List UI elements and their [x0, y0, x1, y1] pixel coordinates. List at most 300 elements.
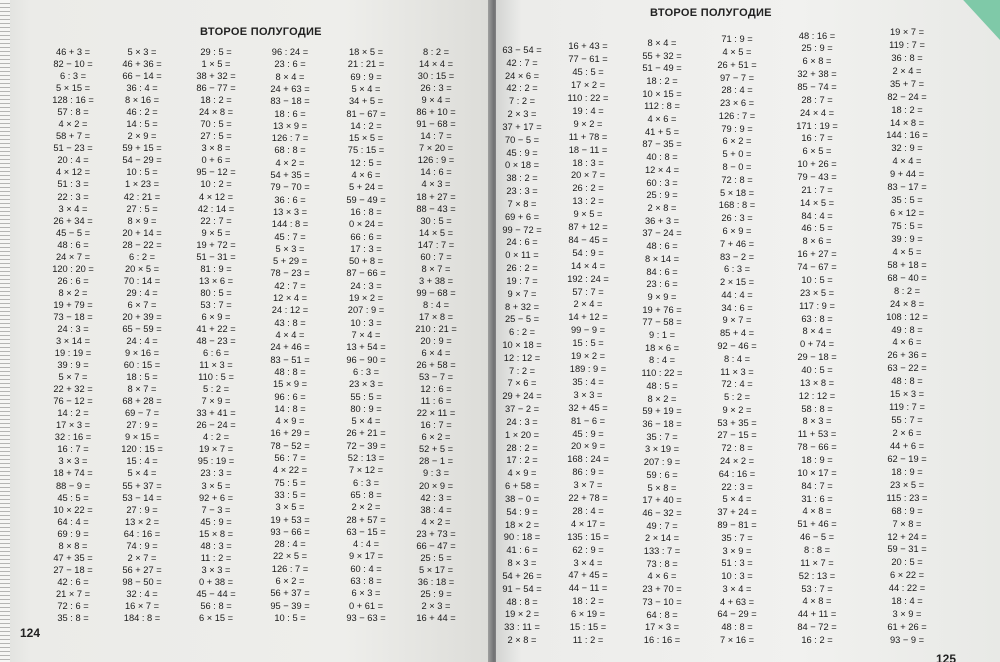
exercise: 22 + 78 =: [568, 493, 608, 504]
exercise: 83 − 2 =: [719, 251, 755, 262]
exercise: 72 : 8 =: [721, 443, 753, 454]
exercise: 60 : 3 =: [646, 177, 678, 188]
exercise: 42 : 3 =: [420, 492, 452, 503]
exercise: 69 − 7 =: [124, 408, 160, 419]
exercise: 2 × 2 =: [351, 502, 381, 513]
exercise: 54 : 9 =: [572, 247, 604, 258]
exercise: 31 : 6 =: [801, 493, 833, 504]
exercise: 99 − 72 =: [502, 224, 542, 235]
exercise: 14 × 5 =: [799, 197, 835, 208]
exercise: 14 : 5 =: [126, 119, 158, 130]
exercise: 48 : 16 =: [798, 30, 836, 41]
exercise: 53 : 7 =: [200, 299, 232, 310]
exercise: 28 − 22 =: [122, 239, 162, 250]
exercise: 4 × 6 =: [892, 337, 922, 348]
exercise: 28 : 2 =: [506, 442, 538, 453]
exercise: 3 × 19 =: [644, 444, 680, 455]
exercise: 0 × 18 =: [504, 160, 540, 171]
exercise: 35 + 7 =: [889, 78, 925, 89]
exercise: 26 + 51 =: [717, 59, 757, 70]
exercise: 6 : 2 =: [128, 251, 156, 262]
exercise: 19 + 72 =: [196, 239, 236, 250]
exercise: 5 × 7 =: [58, 372, 88, 383]
exercise: 25 : 9 =: [420, 588, 452, 599]
exercise: 73 : 8 =: [646, 558, 678, 569]
exercise: 11 + 53 =: [797, 429, 837, 440]
exercise: 4 × 6 =: [647, 114, 677, 125]
exercise: 8 × 4 =: [802, 326, 832, 337]
exercise: 58 + 7 =: [55, 131, 91, 142]
exercise: 28 : 7 =: [801, 94, 833, 105]
exercise: 18 : 2 =: [572, 596, 604, 607]
exercise: 47 + 35 =: [53, 552, 93, 563]
exercise: 5 × 4 =: [722, 494, 752, 505]
exercise: 84 − 45 =: [568, 234, 608, 245]
exercise: 15 : 5 =: [572, 338, 604, 349]
exercise: 53 − 7 =: [418, 372, 454, 383]
exercise: 3 × 4 =: [722, 583, 752, 594]
exercise: 6 × 9 =: [201, 311, 231, 322]
exercise: 32 + 38 =: [797, 69, 837, 80]
exercise: 20 × 5 =: [124, 263, 160, 274]
exercise: 87 − 66 =: [346, 268, 386, 279]
exercise: 42 : 7 =: [506, 57, 538, 68]
exercise: 44 : 22 =: [888, 583, 926, 594]
exercise: 1 × 23 =: [124, 179, 160, 190]
exercise: 45 − 5 =: [55, 227, 91, 238]
exercise: 4 × 12 =: [55, 167, 91, 178]
exercise: 72 : 6 =: [57, 600, 89, 611]
exercise: 23 × 5 =: [799, 287, 835, 298]
exercise: 96 − 90 =: [346, 354, 386, 365]
exercise: 64 : 16 =: [123, 528, 161, 539]
exercise: 10 × 22 =: [53, 504, 93, 515]
exercise: 8 : 4 =: [648, 355, 676, 366]
exercise: 99 − 9 =: [570, 325, 606, 336]
exercise: 42 : 7 =: [274, 280, 306, 291]
exercise: 18 : 2 =: [646, 75, 678, 86]
exercise: 38 − 0 =: [504, 493, 540, 504]
exercise: 8 : 4 =: [723, 353, 751, 364]
exercise: 22 : 3 =: [721, 481, 753, 492]
exercise: 24 : 3 =: [506, 416, 538, 427]
exercise: 23 × 3 =: [348, 379, 384, 390]
exercise: 82 − 24 =: [887, 91, 927, 102]
exercise: 26 : 2 =: [506, 263, 538, 274]
exercise: 92 + 6 =: [198, 492, 234, 503]
exercise: 6 × 2 =: [421, 432, 451, 443]
exercise: 70 − 5 =: [504, 134, 540, 145]
exercise: 6 × 12 =: [889, 208, 925, 219]
exercise: 20 : 4 =: [57, 155, 89, 166]
exercise: 2 × 8 =: [647, 202, 677, 213]
exercise: 6 × 2 =: [722, 136, 752, 147]
exercise: 6 × 5 =: [802, 146, 832, 157]
exercise: 83 − 17 =: [887, 182, 927, 193]
exercise: 7 : 2 =: [508, 96, 536, 107]
exercise: 135 : 15 =: [567, 531, 609, 542]
exercise: 81 : 9 =: [200, 263, 232, 274]
exercise: 55 + 32 =: [642, 50, 682, 61]
exercise: 9 × 15 =: [124, 432, 160, 443]
exercise: 4 × 6 =: [351, 170, 381, 181]
exercise: 16 + 44 =: [416, 613, 456, 623]
exercise: 6 : 2 =: [508, 327, 536, 338]
exercise: 86 + 10 =: [416, 107, 456, 118]
exercise: 62 − 19 =: [887, 453, 927, 464]
exercise: 9 × 2 =: [722, 404, 752, 415]
exercise: 35 : 7 =: [721, 532, 753, 543]
exercise: 56 : 7 =: [274, 453, 306, 464]
exercise: 16 : 2 =: [801, 635, 833, 645]
exercise: 12 × 4 =: [272, 293, 308, 304]
exercise: 52 : 13 =: [798, 570, 836, 581]
exercise: 12 : 6 =: [420, 384, 452, 395]
exercise: 15 × 3 =: [889, 389, 925, 400]
exercise: 10 : 2 =: [200, 179, 232, 190]
exercise: 32 : 4 =: [126, 588, 158, 599]
exercise: 0 + 74 =: [799, 339, 835, 350]
exercise: 48 : 8 =: [274, 366, 306, 377]
exercise: 34 : 6 =: [721, 302, 753, 313]
exercise: 95 : 19 =: [197, 456, 235, 467]
exercise: 56 + 37 =: [270, 588, 310, 599]
exercise: 19 : 19 =: [54, 348, 92, 359]
exercise: 9 × 16 =: [124, 348, 160, 359]
exercise: 46 − 5 =: [799, 532, 835, 543]
exercise: 10 : 3 =: [350, 317, 382, 328]
exercise: 63 − 15 =: [346, 526, 386, 537]
exercise: 63 − 54 =: [502, 45, 542, 55]
exercise: 7 − 3 =: [201, 504, 231, 515]
exercise: 30 : 15 =: [417, 71, 455, 82]
exercise: 60 : 4 =: [350, 563, 382, 574]
exercise: 18 : 6 =: [274, 108, 306, 119]
exercise: 38 : 2 =: [506, 173, 538, 184]
exercise: 18 − 11 =: [568, 144, 608, 155]
exercise: 59 + 15 =: [122, 143, 162, 154]
exercise: 37 + 24 =: [717, 507, 757, 518]
exercise: 44 : 4 =: [721, 289, 753, 300]
exercise: 3 × 4 =: [573, 557, 603, 568]
exercise: 8 × 6 =: [802, 236, 832, 247]
exercise: 27 − 18 =: [53, 564, 93, 575]
exercise: 18 : 3 =: [572, 157, 604, 168]
exercise: 12 × 4 =: [644, 164, 680, 175]
exercise: 40 : 5 =: [801, 364, 833, 375]
exercise: 55 : 7 =: [891, 415, 923, 426]
exercise: 58 : 8 =: [801, 403, 833, 414]
exercise: 45 : 5 =: [57, 492, 89, 503]
exercise: 33 : 11 =: [504, 622, 540, 633]
exercise: 13 × 6 =: [198, 275, 234, 286]
exercise: 5 × 15 =: [55, 83, 91, 94]
exercise: 36 : 6 =: [274, 194, 306, 205]
exercise: 19 × 2 =: [570, 351, 606, 362]
exercise: 19 : 7 =: [506, 275, 538, 286]
exercise: 4 × 5 =: [892, 246, 922, 257]
exercise: 18 × 6 =: [644, 342, 680, 353]
exercise: 32 : 9 =: [891, 143, 923, 154]
exercise: 25 : 9 =: [646, 190, 678, 201]
exercise: 6 : 3 =: [723, 264, 751, 275]
exercise: 20 × 9 =: [570, 441, 606, 452]
exercise: 8 × 9 =: [127, 215, 157, 226]
exercise: 74 : 9 =: [126, 540, 158, 551]
exercise: 24 × 7 =: [55, 251, 91, 262]
exercise: 15 : 4 =: [126, 456, 158, 467]
exercise: 189 : 9 =: [569, 364, 607, 374]
exercise: 24 × 8 =: [198, 107, 234, 118]
exercise: 45 : 9 =: [572, 428, 604, 439]
exercise: 16 + 29 =: [270, 428, 310, 439]
exercise: 3 × 7 =: [573, 480, 603, 491]
exercise: 8 × 8 =: [58, 540, 88, 551]
exercise: 47 + 45 =: [568, 570, 608, 581]
exercise: 18 : 9 =: [891, 466, 923, 477]
exercise: 6 × 9 =: [722, 225, 752, 236]
exercise: 16 : 7 =: [801, 133, 833, 144]
exercise: 3 × 3 =: [201, 564, 231, 575]
exercise: 72 − 39 =: [346, 440, 386, 451]
exercise: 91 − 68 =: [416, 119, 456, 130]
exercise: 23 × 5 =: [889, 479, 925, 490]
exercise: 18 × 5 =: [348, 47, 384, 57]
exercise: 115 : 23 =: [886, 492, 928, 503]
exercise: 126 : 7 =: [718, 110, 756, 121]
exercise: 81 − 67 =: [346, 108, 386, 119]
exercise: 24 × 2 =: [719, 456, 755, 467]
exercise: 50 + 8 =: [348, 256, 384, 267]
exercise: 95 − 39 =: [270, 600, 310, 611]
exercise: 9 × 7 =: [722, 315, 752, 326]
exercise: 5 × 4 =: [351, 83, 381, 94]
exercise: 93 − 66 =: [270, 526, 310, 537]
left-page-number: 124: [20, 626, 41, 640]
exercise: 16 : 7 =: [57, 444, 89, 455]
exercise: 29 : 4 =: [126, 287, 158, 298]
exercise: 15 × 5 =: [348, 133, 384, 144]
exercise: 24 : 4 =: [126, 336, 158, 347]
exercise: 79 − 70 =: [270, 182, 310, 193]
exercise: 51 : 3 =: [57, 179, 89, 190]
exercise: 210 : 21 =: [415, 323, 457, 334]
exercise: 48 : 8 =: [506, 596, 538, 607]
exercise: 2 × 7 =: [127, 552, 157, 563]
exercise: 38 : 4 =: [420, 504, 452, 515]
exercise: 11 + 78 =: [568, 131, 608, 142]
exercise: 48 : 5 =: [646, 380, 678, 391]
exercise: 9 × 7 =: [507, 288, 537, 299]
exercise: 83 − 18 =: [270, 96, 310, 107]
exercise: 2 × 4 =: [573, 299, 603, 310]
exercise: 1 × 5 =: [201, 59, 231, 70]
exercise: 9 : 1 =: [648, 330, 676, 341]
exercise: 5 × 18 =: [719, 187, 755, 198]
exercise: 26 : 3 =: [721, 213, 753, 224]
exercise: 13 × 8 =: [799, 377, 835, 388]
exercise: 42 : 6 =: [57, 576, 89, 587]
exercise: 6 × 15 =: [198, 613, 234, 623]
exercise: 36 : 18 =: [417, 576, 455, 587]
exercise: 8 : 2 =: [893, 285, 921, 296]
exercise: 25 − 5 =: [504, 314, 540, 325]
exercise: 4 : 4 =: [352, 539, 380, 550]
exercise: 13 + 54 =: [346, 342, 386, 353]
exercise: 91 − 54 =: [502, 583, 542, 594]
exercise: 42 : 2 =: [506, 83, 538, 94]
exercise: 48 : 8 =: [721, 622, 753, 633]
exercise: 0 + 38 =: [198, 576, 234, 587]
exercise: 18 × 2 =: [504, 519, 540, 530]
exercise: 54 + 35 =: [270, 170, 310, 181]
exercise: 36 + 3 =: [644, 215, 680, 226]
exercise: 44 + 6 =: [889, 440, 925, 451]
exercise: 20 : 9 =: [420, 336, 452, 347]
exercise: 3 × 3 =: [573, 389, 603, 400]
exercise: 19 + 79 =: [53, 299, 93, 310]
exercise: 13 × 2 =: [124, 516, 160, 527]
exercise: 69 + 6 =: [504, 211, 540, 222]
exercise: 29 − 18 =: [797, 352, 837, 363]
exercise: 93 − 9 =: [889, 635, 925, 645]
exercise: 20 + 14 =: [122, 227, 162, 238]
exercise: 3 × 9 =: [892, 609, 922, 620]
exercise: 52 : 13 =: [347, 453, 385, 464]
exercise: 48 : 6 =: [646, 241, 678, 252]
left-page-title: ВТОРОЕ ПОЛУГОДИЕ: [200, 26, 322, 38]
exercise: 64 : 16 =: [718, 468, 756, 479]
exercise: 9 × 5 =: [201, 227, 231, 238]
exercise: 77 − 58 =: [642, 317, 682, 328]
exercise: 24 : 3 =: [57, 323, 89, 334]
exercise: 3 × 5 =: [275, 502, 305, 513]
exercise: 25 : 5 =: [420, 552, 452, 563]
exercise: 80 : 9 =: [350, 403, 382, 414]
exercise: 19 × 7 =: [198, 444, 234, 455]
left-exercise-grid: [0, 0, 492, 662]
exercise: 28 + 57 =: [346, 514, 386, 525]
exercise: 95 − 12 =: [196, 167, 236, 178]
exercise: 2 × 3 =: [507, 109, 537, 120]
exercise: 99 − 68 =: [416, 287, 456, 298]
exercise: 10 × 15 =: [642, 88, 682, 99]
exercise: 11 : 2 =: [200, 552, 232, 563]
exercise: 17 × 3 =: [644, 622, 680, 633]
exercise: 8 × 7 =: [127, 384, 157, 395]
exercise: 10 × 17 =: [797, 467, 837, 478]
exercise: 88 − 9 =: [55, 480, 91, 491]
exercise: 20 : 5 =: [891, 557, 923, 568]
exercise: 17 × 2 =: [570, 80, 606, 91]
exercise: 22 : 3 =: [57, 191, 89, 202]
exercise: 24 × 8 =: [889, 298, 925, 309]
exercise: 51 + 46 =: [797, 519, 837, 530]
exercise: 10 : 5 =: [801, 274, 833, 285]
exercise: 51 − 49 =: [642, 63, 682, 74]
exercise: 49 : 8 =: [891, 324, 923, 335]
exercise: 81 − 6 =: [570, 415, 606, 426]
exercise: 9 × 2 =: [573, 118, 603, 129]
exercise: 6 × 7 =: [127, 299, 157, 310]
exercise: 53 − 14 =: [122, 492, 162, 503]
exercise: 68 : 8 =: [274, 145, 306, 156]
exercise: 24 + 63 =: [270, 83, 310, 94]
exercise: 27 : 9 =: [126, 504, 158, 515]
exercise: 63 : 8 =: [350, 576, 382, 587]
exercise: 120 : 20 =: [52, 263, 94, 274]
exercise: 8 × 3 =: [507, 558, 537, 569]
exercise: 23 : 3 =: [200, 468, 232, 479]
exercise: 3 × 9 =: [722, 545, 752, 556]
exercise: 78 − 23 =: [270, 268, 310, 279]
exercise: 64 − 29 =: [717, 609, 757, 620]
exercise: 8 × 2 =: [58, 287, 88, 298]
exercise: 40 : 8 =: [646, 152, 678, 163]
exercise: 55 : 5 =: [350, 391, 382, 402]
exercise: 5 × 3 =: [127, 47, 157, 57]
exercise: 26 + 36 =: [887, 350, 927, 361]
exercise: 24 : 12 =: [271, 305, 309, 316]
exercise: 0 × 11 =: [505, 250, 539, 261]
exercise: 10 : 5 =: [274, 613, 306, 623]
exercise: 60 : 7 =: [420, 251, 452, 262]
exercise: 2 × 15 =: [719, 277, 755, 288]
exercise: 44 − 11 =: [568, 583, 608, 594]
exercise: 8 × 4 =: [647, 37, 677, 48]
exercise: 33 + 41 =: [196, 408, 236, 419]
exercise: 73 − 18 =: [53, 311, 93, 322]
exercise: 5 : 2 =: [202, 384, 230, 395]
exercise: 4 × 2 =: [275, 157, 305, 168]
exercise: 85 + 4 =: [719, 328, 755, 339]
exercise: 11 × 3 =: [199, 360, 233, 371]
exercise: 192 : 24 =: [567, 273, 609, 284]
exercise: 39 : 9 =: [891, 233, 923, 244]
exercise: 87 + 12 =: [568, 222, 608, 233]
exercise: 59 + 19 =: [642, 406, 682, 417]
exercise: 5 + 24 =: [348, 182, 384, 193]
exercise: 22 : 7 =: [200, 215, 232, 226]
exercise: 57 : 7 =: [572, 286, 604, 297]
exercise: 33 : 5 =: [274, 489, 306, 500]
exercise: 5 × 3 =: [275, 243, 305, 254]
exercise: 126 : 7 =: [271, 133, 309, 144]
exercise: 14 × 4 =: [570, 260, 606, 271]
exercise: 17 × 3 =: [55, 420, 91, 431]
exercise: 4 × 4 =: [892, 156, 922, 167]
exercise: 34 + 5 =: [348, 96, 384, 107]
exercise: 144 : 8 =: [271, 219, 309, 230]
exercise: 184 : 8 =: [123, 613, 161, 623]
exercise: 80 : 5 =: [200, 287, 232, 298]
exercise: 4 × 8 =: [802, 506, 832, 517]
exercise: 9 × 17 =: [348, 551, 384, 562]
right-page: [496, 0, 1000, 662]
exercise: 56 : 8 =: [200, 600, 232, 611]
exercise: 6 × 2 =: [275, 576, 305, 587]
exercise: 14 × 5 =: [418, 227, 454, 238]
exercise: 42 : 14 =: [197, 203, 235, 214]
exercise: 43 : 8 =: [274, 317, 306, 328]
exercise: 28 : 4 =: [274, 539, 306, 550]
exercise: 8 : 4 =: [422, 299, 450, 310]
exercise: 28 − 1 =: [418, 456, 454, 467]
exercise: 23 : 3 =: [506, 186, 538, 197]
exercise: 4 × 17 =: [570, 518, 606, 529]
exercise: 28 : 4 =: [721, 85, 753, 96]
exercise: 14 + 12 =: [568, 312, 608, 323]
